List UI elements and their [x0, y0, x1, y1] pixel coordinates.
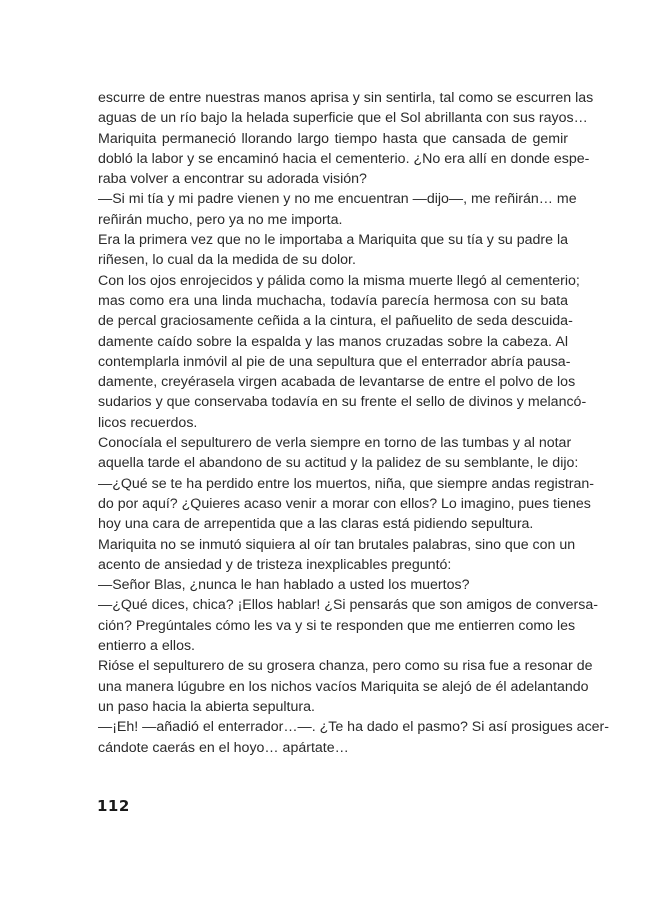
text-line: entierro a ellos.	[98, 638, 195, 655]
text-line: escurre de entre nuestras manos aprisa y sin sentirla, tal como se escurren las	[98, 90, 594, 106]
text-line: ción? Pregúntales cómo les va y si te responden que me entierren como les	[98, 617, 576, 634]
text-line: una manera lúgubre en los nichos vacíos Mariquita se alejó de él adelantando	[98, 678, 589, 695]
text-line: do por aquí? ¿Quieres acaso venir a morar con ellos? Lo imagino, pues tienes	[98, 495, 591, 512]
text-line: raba volver a encontrar su adorada visión?	[98, 171, 367, 188]
text-line: damente caído sobre la espalda y las manos cruzadas sobre la cabeza. Al	[98, 333, 568, 350]
text-line: Conocíala el sepulturero de verla siempre en torno de las tumbas y al notar	[98, 435, 572, 452]
text-line: —Señor Blas, ¿nunca le han hablado a usted los muertos?	[98, 577, 470, 594]
text-line: aguas de un río bajo la helada superficie que el Sol abrillanta con sus rayos…	[98, 110, 588, 127]
text-line: —¿Qué dices, chica? ¡Ellos hablar! ¿Si pensarás que son amigos de conversa-	[98, 597, 598, 614]
text-line: sudarios y que conservaba todavía en su frente el sello de divinos y melancó-	[98, 394, 587, 411]
text-line: aquella tarde el abandono de su actitud y la palidez de su semblante, le dijo:	[98, 455, 579, 472]
body-text	[98, 88, 610, 758]
text-line: un paso hacia la abierta sepultura.	[98, 698, 315, 715]
text-line: de percal graciosamente ceñida a la cintura, el pañuelito de seda descuida-	[98, 313, 573, 330]
text-line: dobló la labor y se encaminó hacia el cementerio. ¿No era allí en donde espe-	[98, 150, 590, 167]
text-line: riñesen, lo cual da la medida de su dolor.	[98, 252, 356, 269]
text-line: licos recuerdos.	[98, 414, 198, 431]
text-line: reñirán mucho, pero ya no me importa.	[98, 211, 343, 228]
text-line: Mariquita no se inmutó siquiera al oír tan brutales palabras, sino que con un	[98, 536, 576, 553]
page-number: 112	[97, 797, 130, 815]
text-line: Era la primera vez que no le importaba a Mariquita que su tía y su padre la	[98, 232, 569, 249]
text-line: Mariquita permaneció llorando largo tiempo hasta que cansada de gemir	[98, 130, 568, 147]
text-line: Con los ojos enrojecidos y pálida como la misma muerte llegó al cementerio;	[98, 272, 580, 289]
text-line: mas como era una linda muchacha, todavía parecía hermosa con su bata	[98, 292, 568, 309]
text-line: contemplarla inmóvil al pie de una sepultura que el enterrador abría pausa-	[98, 353, 571, 370]
text-line: —Si mi tía y mi padre vienen y no me encuentran —dijo—, me reñirán… me	[98, 191, 577, 208]
text-line: hoy una cara de arrepentida que a las claras está pidiendo sepultura.	[98, 516, 534, 533]
text-line: —¡Eh! —añadió el enterrador…—. ¿Te ha dado el pasmo? Si así prosigues acer-	[98, 719, 610, 736]
text-line: damente, creyérasela virgen acabada de levantarse de entre el polvo de los	[98, 374, 576, 391]
text-line: acento de ansiedad y de tristeza inexplicables preguntó:	[98, 556, 452, 573]
text-line: —¿Qué se te ha perdido entre los muertos, niña, que siempre andas registran-	[98, 475, 595, 492]
text-line: cándote caerás en el hoyo… apártate…	[98, 739, 349, 756]
text-line: Rióse el sepulturero de su grosera chanza, pero como su risa fue a resonar de	[98, 658, 593, 675]
